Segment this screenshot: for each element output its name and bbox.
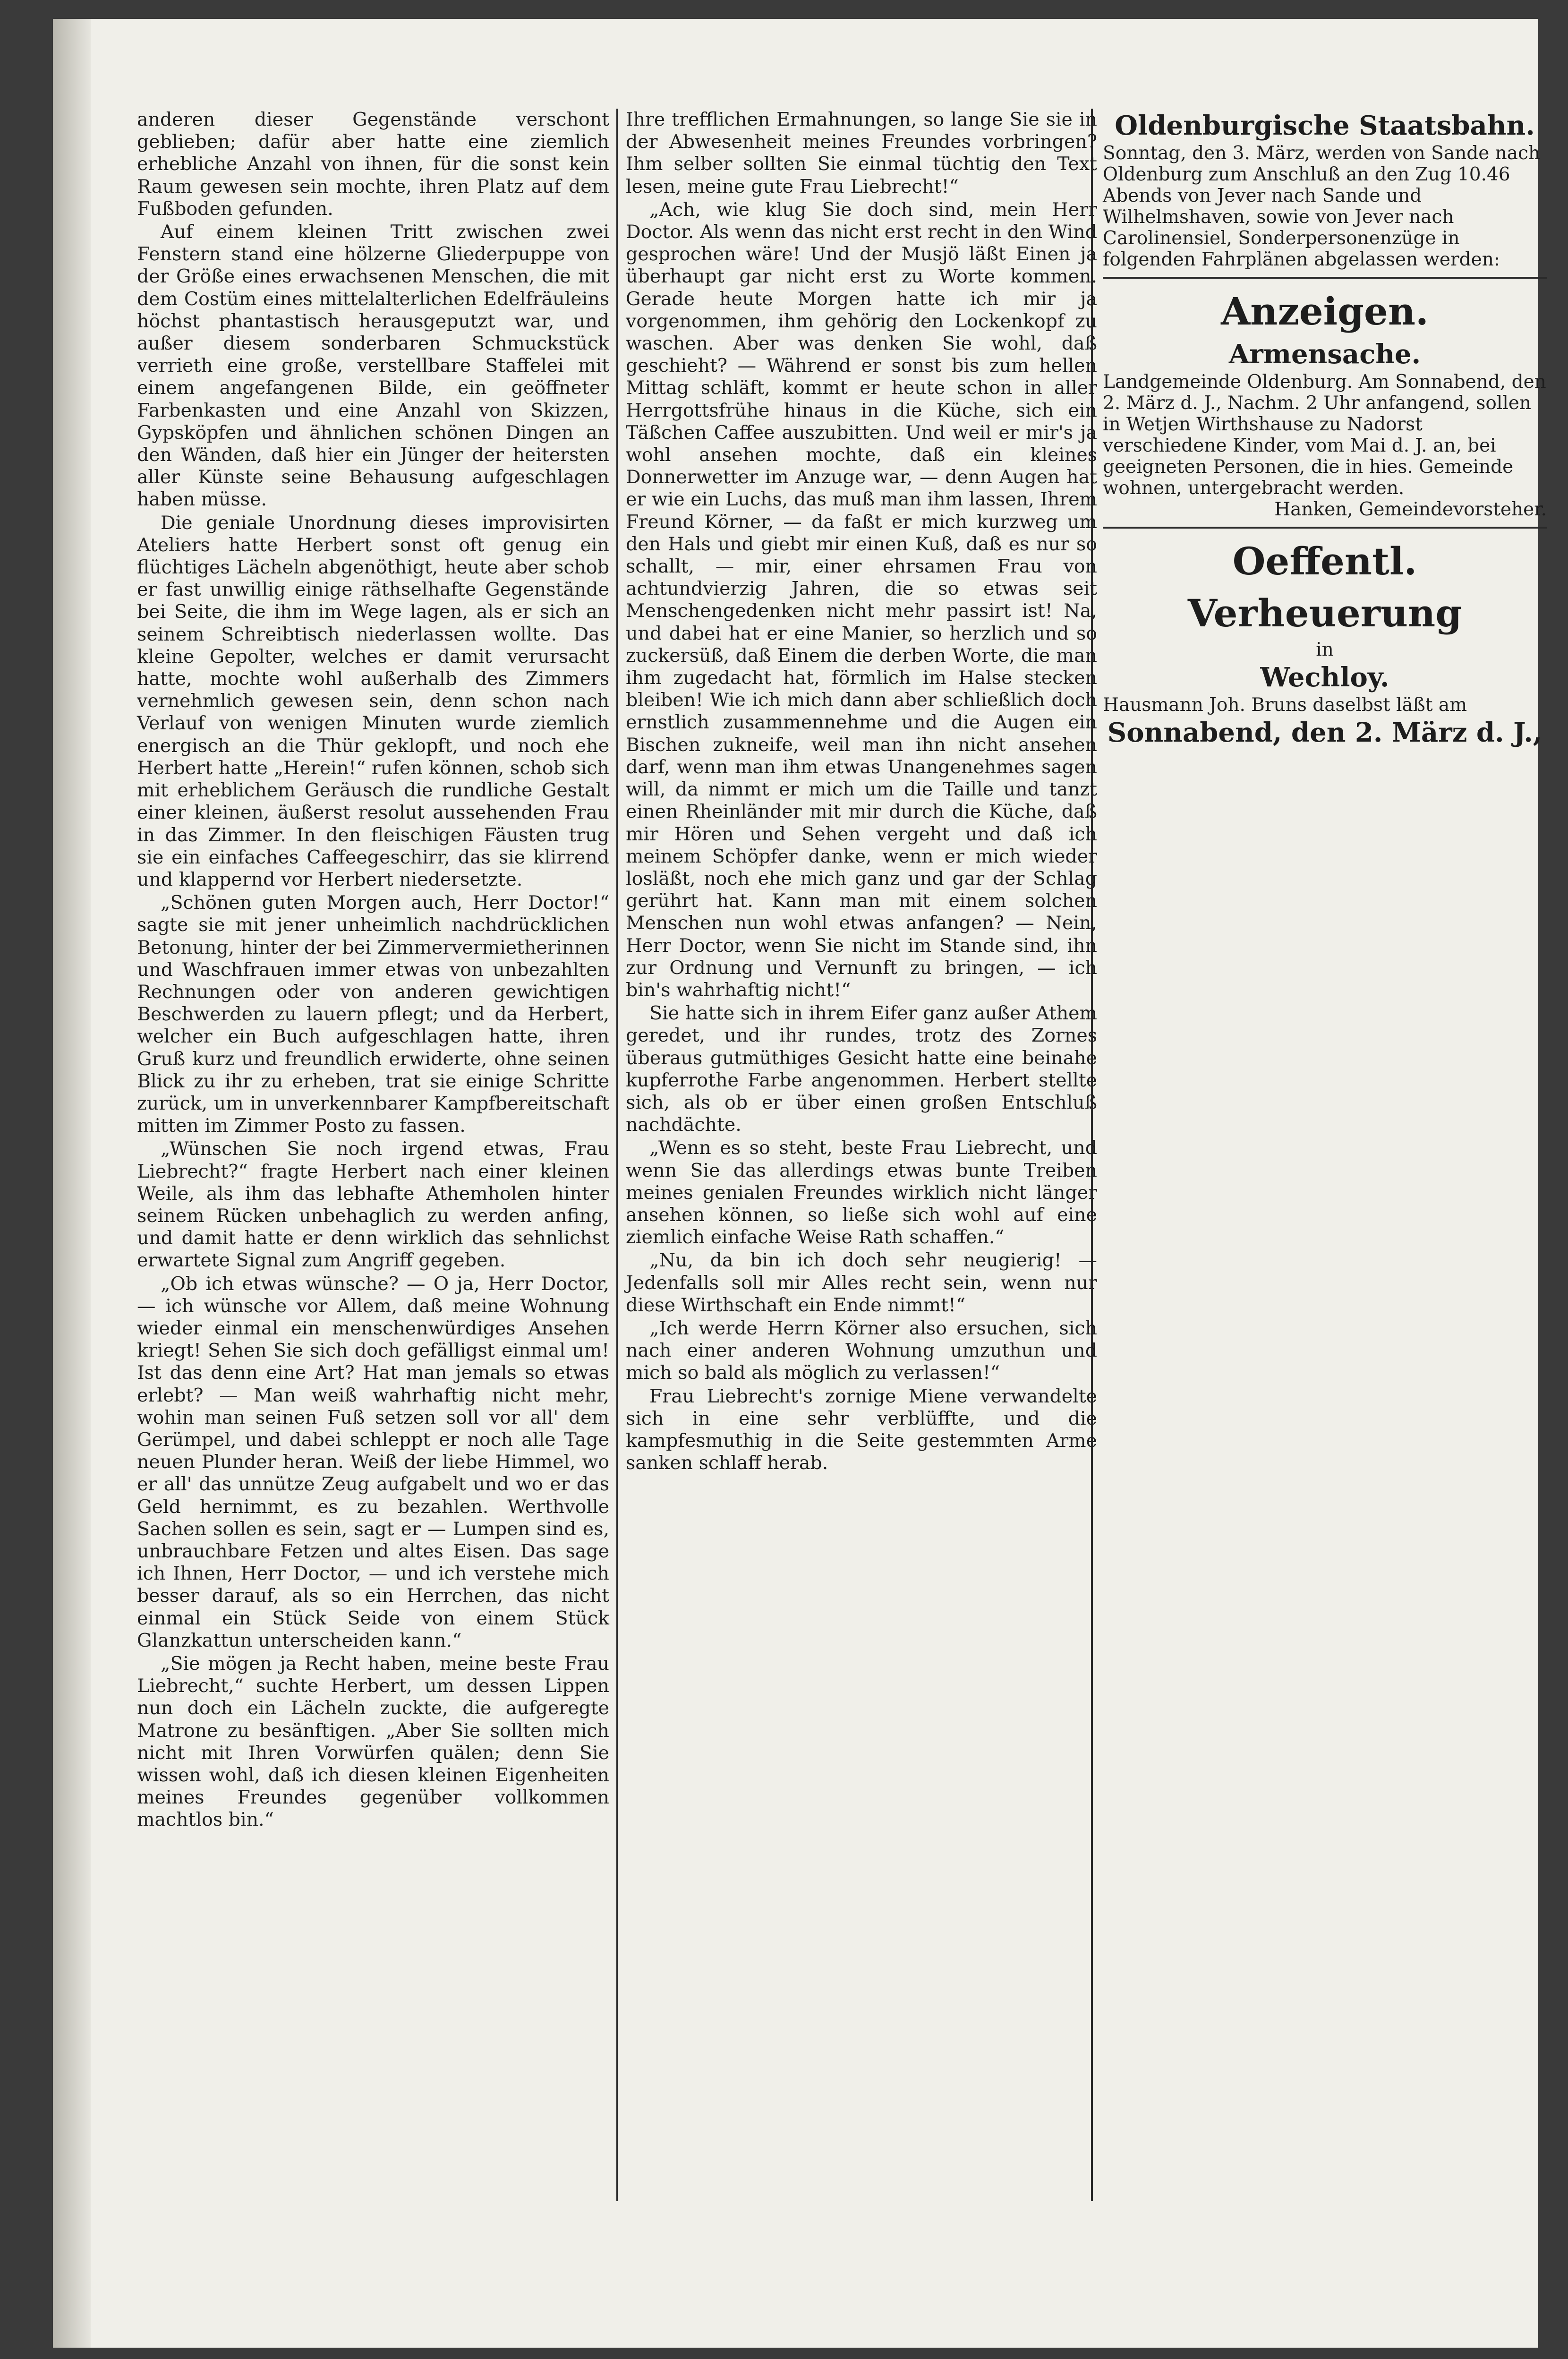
paragraph: „Ich werde Herrn Körner also ersuchen, sich nach einer anderen Wohnung umzuthun und mich so bald als möglich zu verlassen!“ (626, 1317, 1097, 1384)
book-spine (53, 19, 91, 2348)
paragraph: „Ach, wie klug Sie doch sind, mein Herr Doctor. Als wenn das nicht erst recht in den Wind gesprochen wäre! Und der Musjö läßt Einen ja überhaupt gar nicht erst zu Worte kommen. Gerade heute Morgen hatte ich mir ja vorgenommen, ihm gehörig den Lockenkopf zu waschen. Aber was denken Sie wohl, daß geschieht? — Während er sonst bis zum hellen Mittag schläft, kommt er heute schon in aller Herrgottsfrühe hinaus in die Küche, sich ein Täßchen Caffee auszubitten. Und weil er mir's ja wohl ansehen mochte, daß ein kleines Donnerwetter im Anzuge war, — denn Augen hat er wie ein Luchs, das muß man ihm lassen, Ihrem Freund Körner, — da faßt er mich kurzweg um den Hals und giebt mir einen Kuß, daß es nur so schallt, — mir, einer ehrsamen Frau von achtundvierzig Jahren, die so etwas seit Menschengedenken nicht mehr passirt ist! Na, und dabei hat er eine Manier, so herzlich und so zuckersüß, daß Einem die derben Worte, die man ihm zugedacht hat, förmlich im Halse stecken bleiben! Wie ich mich dann aber schließlich doch ernstlich zusammennehme und die Augen ein Bischen zukneife, weil man ihn nicht ansehen darf, wenn man ihm etwas Unangenehmes sagen will, da nimmt er mich um die Taille und tanzt einen Rheinländer mit mir durch die Küche, daß mir Hören und Sehen vergeht und daß ich meinem Schöpfer danke, wenn er mich wieder losläßt, noch ehe mich ganz und gar der Schlag gerührt hat. Kann man mit einem solchen Menschen nun wohl etwas anfangen? — Nein, Herr Doctor, wenn Sie nicht im Stande sind, ihn zur Ordnung und Vernunft zu bringen, — ich bin's wahrhaftig nicht!“ (626, 198, 1097, 1001)
paragraph: Frau Liebrecht's zornige Miene verwandelte sich in eine sehr verblüffte, und die kampfesmuthig in die Seite gestemmten Arme sanken schlaff herab. (626, 1385, 1097, 1474)
anzeigen-heading: Anzeigen. (1221, 289, 1429, 333)
railway-text: Sonntag, den 3. März, werden von Sande nach Oldenburg zum Anschluß an den Zug 10.46 Abends von Jever nach Sande und Wilhelmshaven, sowie von Jever nach Carolinensiel, Sonderpersonenzüge in folgenden Fahrplänen abgelassen werden: (1103, 143, 1541, 270)
verheuerung-text: Hausmann Joh. Bruns daselbst läßt am (1103, 694, 1467, 716)
paragraph: „Wenn es so steht, beste Frau Liebrecht, und wenn Sie das allerdings etwas bunte Treiben meines genialen Freundes wirklich nicht länger ansehen können, so ließe sich wohl auf eine ziemlich einfache Weise Rath schaffen.“ (626, 1137, 1097, 1248)
armensache-text: Landgemeinde Oldenburg. Am Sonnabend, den 2. März d. J., Nachm. 2 Uhr anfangend, sollen in Wetjen Wirthshause zu Nadorst verschiedene Kinder, vom Mai d. J. an, bei geeigneten Personen, die in hies. Gemeinde wohnen, untergebracht werden. (1103, 371, 1546, 499)
column-divider (616, 109, 618, 2201)
verheuerung-heading: Oeffentl. Verheuerung (1187, 539, 1462, 635)
story-column-1 (137, 109, 609, 1832)
paragraph: „Schönen guten Morgen auch, Herr Doctor!“ sagte sie mit jener unheimlich nachdrücklichen Betonung, hinter der bei Zimmervermietherinnen und Waschfrauen immer etwas von unbezahlten Rechnungen oder von anderen gewichtigen Beschwerden zu lauern pflegt; und da Herbert, welcher ein Buch aufgeschlagen hatte, ihren Gruß kurz und freundlich erwiderte, ohne seinen Blick zu ihr zu erheben, trat sie einige Schritte zurück, um in unverkennbarer Kampfbereitschaft mitten im Zimmer Posto zu fassen. (137, 892, 609, 1137)
verheuerung-in: in (1316, 639, 1334, 660)
armensache-heading: Armensache. (1228, 339, 1421, 370)
advertisement-column (1103, 109, 1547, 750)
paragraph: Auf einem kleinen Tritt zwischen zwei Fenstern stand eine hölzerne Gliederpuppe von der Größe eines erwachsenen Menschen, die mit dem Costüm eines mittelalterlichen Edelfräuleins höchst phantastisch herausgeputzt war, und außer diesem sonderbaren Schmuckstück verrieth eine große, verstellbare Staffelei mit einem angefangenen Bilde, ein geöffneter Farbenkasten und eine Anzahl von Skizzen, Gypsköpfen und ähnlichen schönen Dingen an den Wänden, daß hier ein Jünger der heitersten aller Künste seine Behausung aufgeschlagen haben müsse. (137, 221, 609, 511)
armensache-sign: Hanken, Gemeindevorsteher. (1274, 499, 1547, 520)
paragraph: Ihre trefflichen Ermahnungen, so lange Sie sie in der Abwesenheit meines Freundes vorbringen? Ihm selber sollten Sie einmal tüchtig den Text lesen, meine gute Frau Liebrecht!“ (626, 109, 1097, 197)
verheuerung-date: Sonnabend, den 2. März d. J., (1107, 717, 1542, 748)
paragraph: Die geniale Unordnung dieses improvisirten Ateliers hatte Herbert sonst oft genug ein flüchtiges Lächeln abgenöthigt, heute aber schob er fast unwillig einige räthselhafte Gegenstände bei Seite, die ihm im Wege lagen, als er sich an seinem Schreibtisch niederlassen wollte. Das kleine Gepolter, welches er damit verursacht hatte, mochte wohl außerhalb des Zimmers vernehmlich gewesen sein, denn schon nach Verlauf von wenigen Minuten wurde ziemlich energisch an die Thür geklopft, und noch ehe Herbert hatte „Herein!“ rufen können, schob sich mit erheblichem Geräusch die rundliche Gestalt einer kleinen, äußerst resolut aussehenden Frau in das Zimmer. In den fleischigen Fäusten trug sie ein einfaches Caffeegeschirr, das sie klirrend und klappernd vor Herbert niedersetzte. (137, 512, 609, 890)
railway-title: Oldenburgische Staatsbahn. (1115, 110, 1535, 141)
paragraph: „Wünschen Sie noch irgend etwas, Frau Liebrecht?“ fragte Herbert nach einer kleinen Weile, als ihm das lebhafte Athemholen hinter seinem Rücken unbehaglich zu werden anfing, und damit hatte er denn wirklich das sehnlichst erwartete Signal zum Angriff gegeben. (137, 1138, 609, 1272)
paragraph: „Sie mögen ja Recht haben, meine beste Frau Liebrecht,“ suchte Herbert, um dessen Lippen nun doch ein Lächeln zuckte, die aufgeregte Matrone zu besänftigen. „Aber Sie sollten mich nicht mit Ihren Vorwürfen quälen; denn Sie wissen wohl, daß ich diesen kleinen Eigenheiten meines Freundes gegenüber vollkommen machtlos bin.“ (137, 1653, 609, 1831)
paragraph: anderen dieser Gegenstände verschont geblieben; dafür aber hatte eine ziemlich erhebliche Anzahl von ihnen, für die sonst kein Raum gewesen sein mochte, ihren Platz auf dem Fußboden gefunden. (137, 109, 609, 220)
verheuerung-place: Wechloy. (1260, 662, 1389, 693)
paragraph: „Ob ich etwas wünsche? — O ja, Herr Doctor, — ich wünsche vor Allem, daß meine Wohnung wieder einmal ein menschenwürdiges Ansehen kriegt! Sehen Sie sich doch gefälligst einmal um! Ist das denn eine Art? Hat man jemals so etwas erlebt? — Man weiß wahrhaftig nicht mehr, wohin man seinen Fuß setzen soll vor all' dem Gerümpel, und dabei schleppt er noch alle Tage neuen Plunder heran. Weiß der liebe Himmel, wo er all' das unnütze Zeug aufgabelt und wo er das Geld hernimmt, es zu bezahlen. Werthvolle Sachen sollen es sein, sagt er — Lumpen sind es, unbrauchbare Fetzen und altes Eisen. Das sage ich Ihnen, Herr Doctor, — und ich verstehe mich besser darauf, als so ein Herrchen, das nicht einmal ein Stück Seide von einem Stück Glanzkattun unterscheiden kann.“ (137, 1273, 609, 1651)
paragraph: „Nu, da bin ich doch sehr neugierig! — Jedenfalls soll mir Alles recht sein, wenn nur diese Wirthschaft ein Ende nimmt!“ (626, 1249, 1097, 1316)
paragraph: Sie hatte sich in ihrem Eifer ganz außer Athem geredet, und ihr rundes, trotz des Zornes überaus gutmüthiges Gesicht hatte eine beinahe kupferrothe Farbe angenommen. Herbert stellte sich, als ob er über einen großen Entschluß nachdächte. (626, 1002, 1097, 1136)
story-column-2 (626, 109, 1097, 1475)
